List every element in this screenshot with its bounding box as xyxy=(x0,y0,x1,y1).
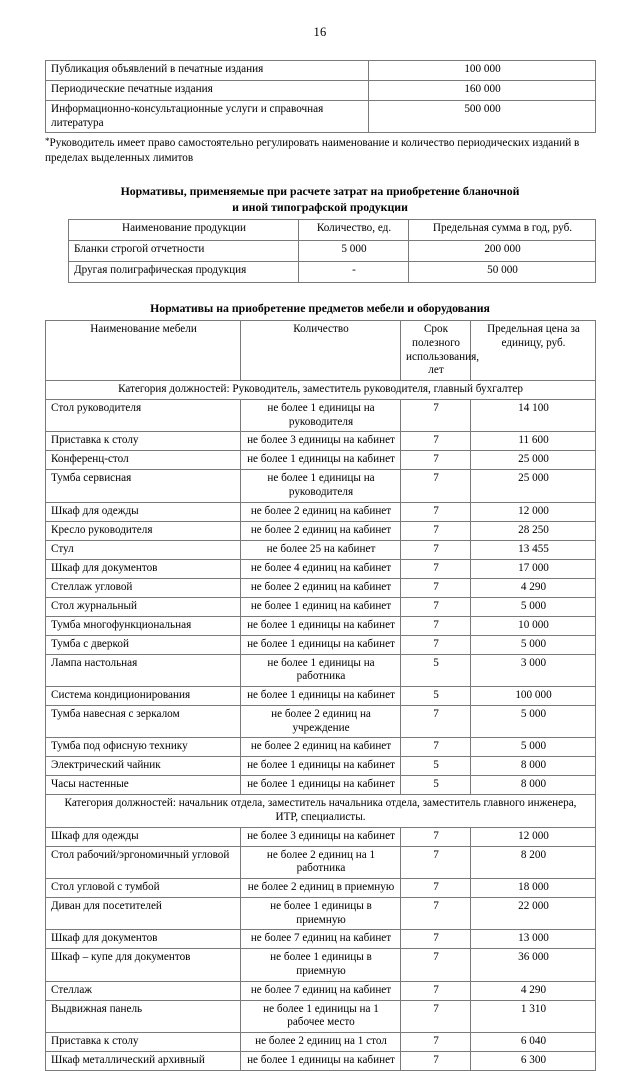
furniture-item-term: 7 xyxy=(401,502,471,521)
column-header: Предельная сумма в год, руб. xyxy=(409,220,596,241)
furniture-item-quantity: не более 2 единиц на 1 работника xyxy=(241,846,401,878)
furniture-table-body xyxy=(46,381,596,1071)
column-header: Срок полезного использования, лет xyxy=(401,321,471,381)
print-item-sum: 200 000 xyxy=(409,241,596,262)
furniture-item-quantity: не более 1 единицы на кабинет xyxy=(241,1051,401,1070)
furniture-item-term: 7 xyxy=(401,578,471,597)
footnote-marker: * xyxy=(45,136,50,147)
furniture-item-term: 7 xyxy=(401,930,471,949)
table-row xyxy=(46,578,596,597)
furniture-item-name: Шкаф для одежды xyxy=(46,827,241,846)
furniture-item-price: 4 290 xyxy=(471,578,596,597)
print-section-title-line1: Нормативы, применяемые при расчете затрат на приобретение бланочной xyxy=(120,184,520,199)
media-table-body xyxy=(46,61,596,133)
furniture-item-term: 7 xyxy=(401,521,471,540)
furniture-item-price: 13 000 xyxy=(471,930,596,949)
printing-table-body xyxy=(69,241,596,283)
table-header-row xyxy=(46,321,596,381)
furniture-item-quantity: не более 1 единицы на кабинет xyxy=(241,686,401,705)
furniture-item-price: 3 000 xyxy=(471,654,596,686)
table-row xyxy=(46,616,596,635)
furniture-item-price: 28 250 xyxy=(471,521,596,540)
column-header: Предельная цена за единицу, руб. xyxy=(471,321,596,381)
table-row xyxy=(46,981,596,1000)
print-item-quantity: - xyxy=(299,262,409,283)
media-item-value: 500 000 xyxy=(369,101,596,133)
furniture-item-quantity: не более 3 единицы на кабинет xyxy=(241,827,401,846)
furniture-item-name: Стол рабочий/эргономичный угловой xyxy=(46,846,241,878)
print-item-name: Другая полиграфическая продукция xyxy=(69,262,299,283)
table-row xyxy=(46,432,596,451)
furniture-item-quantity: не более 25 на кабинет xyxy=(241,540,401,559)
furniture-item-price: 12 000 xyxy=(471,827,596,846)
furniture-item-name: Тумба под офисную технику xyxy=(46,738,241,757)
furniture-item-price: 5 000 xyxy=(471,597,596,616)
table-row xyxy=(46,878,596,897)
media-item-name: Публикация объявлений в печатные издания xyxy=(46,61,369,81)
column-header: Количество, ед. xyxy=(299,220,409,241)
furniture-item-price: 6 040 xyxy=(471,1032,596,1051)
table-row xyxy=(46,1032,596,1051)
furniture-item-price: 8 000 xyxy=(471,776,596,795)
furniture-item-term: 7 xyxy=(401,597,471,616)
furniture-item-quantity: не более 2 единиц на кабинет xyxy=(241,578,401,597)
table-row xyxy=(46,846,596,878)
furniture-item-name: Тумба навесная с зеркалом xyxy=(46,705,241,737)
furniture-item-price: 6 300 xyxy=(471,1051,596,1070)
table-row xyxy=(46,827,596,846)
furniture-item-term: 7 xyxy=(401,451,471,470)
furniture-table-head xyxy=(46,321,596,381)
furniture-item-name: Шкаф для документов xyxy=(46,559,241,578)
furniture-item-name: Диван для посетителей xyxy=(46,897,241,929)
furniture-item-name: Приставка к столу xyxy=(46,1032,241,1051)
furniture-item-quantity: не более 1 единицы на кабинет xyxy=(241,757,401,776)
furniture-item-term: 7 xyxy=(401,470,471,502)
furniture-item-quantity: не более 1 единиц на кабинет xyxy=(241,597,401,616)
media-item-name: Информационно-консультационные услуги и справочная литература xyxy=(46,101,369,133)
furniture-item-quantity: не более 1 единицы в приемную xyxy=(241,897,401,929)
furniture-item-name: Тумба многофункциональная xyxy=(46,616,241,635)
furniture-item-price: 17 000 xyxy=(471,559,596,578)
furniture-item-term: 7 xyxy=(401,981,471,1000)
furniture-item-name: Система кондиционирования xyxy=(46,686,241,705)
printing-products-table xyxy=(68,219,596,283)
furniture-item-term: 5 xyxy=(401,776,471,795)
furniture-item-price: 100 000 xyxy=(471,686,596,705)
print-item-sum: 50 000 xyxy=(409,262,596,283)
furniture-item-price: 4 290 xyxy=(471,981,596,1000)
column-header: Количество xyxy=(241,321,401,381)
table-row xyxy=(46,521,596,540)
furniture-item-name: Тумба сервисная xyxy=(46,470,241,502)
furniture-item-term: 7 xyxy=(401,949,471,981)
furniture-item-term: 7 xyxy=(401,616,471,635)
furniture-item-name: Стол журнальный xyxy=(46,597,241,616)
printing-table-head xyxy=(69,220,596,241)
furniture-item-term: 7 xyxy=(401,738,471,757)
table-row xyxy=(46,686,596,705)
footnote xyxy=(45,136,598,165)
furniture-item-price: 18 000 xyxy=(471,878,596,897)
media-item-name: Периодические печатные издания xyxy=(46,81,369,101)
furniture-item-price: 5 000 xyxy=(471,705,596,737)
media-item-value: 100 000 xyxy=(369,61,596,81)
table-row xyxy=(46,738,596,757)
table-row xyxy=(46,540,596,559)
table-row xyxy=(46,400,596,432)
furniture-item-quantity: не более 3 единицы на кабинет xyxy=(241,432,401,451)
furniture-item-name: Приставка к столу xyxy=(46,432,241,451)
footnote-text: Руководитель имеет право самостоятельно регулировать наименование и количество периодических изданий в пределах выделенных лимитов xyxy=(45,137,580,164)
table-row xyxy=(46,654,596,686)
table-row xyxy=(69,241,596,262)
table-row xyxy=(46,470,596,502)
column-header: Наименование мебели xyxy=(46,321,241,381)
document-page xyxy=(0,25,640,1066)
furniture-item-quantity: не более 2 единиц на 1 стол xyxy=(241,1032,401,1051)
furniture-item-quantity: не более 1 единицы на кабинет xyxy=(241,635,401,654)
table-row xyxy=(46,559,596,578)
furniture-item-price: 36 000 xyxy=(471,949,596,981)
furniture-item-quantity: не более 7 единиц на кабинет xyxy=(241,930,401,949)
furniture-section-title: Нормативы на приобретение предметов мебели и оборудования xyxy=(150,301,490,316)
furniture-item-term: 7 xyxy=(401,400,471,432)
furniture-item-price: 25 000 xyxy=(471,451,596,470)
furniture-item-quantity: не более 1 единицы на кабинет xyxy=(241,776,401,795)
furniture-item-price: 11 600 xyxy=(471,432,596,451)
furniture-item-price: 13 455 xyxy=(471,540,596,559)
table-row xyxy=(46,897,596,929)
table-row xyxy=(46,635,596,654)
table-row xyxy=(46,101,596,133)
category-label-managers: Категория должностей: Руководитель, заместитель руководителя, главный бухгалтер xyxy=(46,381,596,400)
table-row xyxy=(46,81,596,101)
furniture-item-name: Шкаф металлический архивный xyxy=(46,1051,241,1070)
furniture-item-name: Тумба с дверкой xyxy=(46,635,241,654)
furniture-item-price: 14 100 xyxy=(471,400,596,432)
furniture-item-quantity: не более 4 единиц на кабинет xyxy=(241,559,401,578)
category-label-specialists: Категория должностей: начальник отдела, заместитель начальника отдела, заместитель главного инженера, ИТР, специалисты. xyxy=(46,795,596,827)
furniture-item-name: Стол угловой с тумбой xyxy=(46,878,241,897)
category-row xyxy=(46,381,596,400)
furniture-item-name: Стул xyxy=(46,540,241,559)
table-row xyxy=(46,502,596,521)
table-row xyxy=(46,705,596,737)
furniture-item-quantity: не более 2 единиц на кабинет xyxy=(241,502,401,521)
furniture-item-name: Стол руководителя xyxy=(46,400,241,432)
furniture-item-term: 7 xyxy=(401,878,471,897)
furniture-item-price: 5 000 xyxy=(471,635,596,654)
table-row xyxy=(46,1000,596,1032)
table-row xyxy=(46,61,596,81)
furniture-item-price: 8 000 xyxy=(471,757,596,776)
furniture-item-name: Шкаф для документов xyxy=(46,930,241,949)
furniture-item-price: 12 000 xyxy=(471,502,596,521)
furniture-item-name: Кресло руководителя xyxy=(46,521,241,540)
furniture-item-term: 5 xyxy=(401,686,471,705)
furniture-item-term: 7 xyxy=(401,705,471,737)
furniture-item-name: Электрический чайник xyxy=(46,757,241,776)
furniture-item-price: 1 310 xyxy=(471,1000,596,1032)
furniture-item-price: 10 000 xyxy=(471,616,596,635)
furniture-item-term: 5 xyxy=(401,654,471,686)
furniture-item-term: 7 xyxy=(401,1051,471,1070)
furniture-item-term: 7 xyxy=(401,827,471,846)
furniture-item-quantity: не более 1 единицы на 1 рабочее место xyxy=(241,1000,401,1032)
furniture-item-quantity: не более 1 единицы в приемную xyxy=(241,949,401,981)
media-expenses-table xyxy=(45,60,596,133)
furniture-item-quantity: не более 1 единицы на кабинет xyxy=(241,451,401,470)
furniture-item-price: 25 000 xyxy=(471,470,596,502)
furniture-item-name: Конференц-стол xyxy=(46,451,241,470)
table-row xyxy=(46,949,596,981)
page-number: 16 xyxy=(313,25,327,39)
table-row xyxy=(69,262,596,283)
print-item-quantity: 5 000 xyxy=(299,241,409,262)
furniture-item-quantity: не более 1 единицы на руководителя xyxy=(241,400,401,432)
column-header: Наименование продукции xyxy=(69,220,299,241)
furniture-item-term: 7 xyxy=(401,897,471,929)
table-row xyxy=(46,757,596,776)
table-row xyxy=(46,930,596,949)
furniture-item-quantity: не более 1 единицы на работника xyxy=(241,654,401,686)
furniture-item-name: Часы настенные xyxy=(46,776,241,795)
furniture-item-term: 7 xyxy=(401,1032,471,1051)
furniture-item-name: Шкаф для одежды xyxy=(46,502,241,521)
table-row xyxy=(46,451,596,470)
furniture-item-quantity: не более 7 единиц на кабинет xyxy=(241,981,401,1000)
furniture-item-quantity: не более 2 единиц на учреждение xyxy=(241,705,401,737)
furniture-item-term: 7 xyxy=(401,635,471,654)
table-header-row xyxy=(69,220,596,241)
furniture-item-term: 7 xyxy=(401,432,471,451)
furniture-item-term: 7 xyxy=(401,846,471,878)
furniture-item-name: Шкаф – купе для документов xyxy=(46,949,241,981)
furniture-item-name: Стеллаж угловой xyxy=(46,578,241,597)
furniture-item-name: Стеллаж xyxy=(46,981,241,1000)
media-item-value: 160 000 xyxy=(369,81,596,101)
furniture-equipment-table xyxy=(45,320,596,1070)
furniture-item-quantity: не более 2 единиц на кабинет xyxy=(241,521,401,540)
furniture-item-price: 8 200 xyxy=(471,846,596,878)
furniture-item-term: 7 xyxy=(401,559,471,578)
furniture-item-term: 5 xyxy=(401,757,471,776)
furniture-item-quantity: не более 1 единицы на кабинет xyxy=(241,616,401,635)
furniture-item-term: 7 xyxy=(401,1000,471,1032)
furniture-item-name: Выдвижная панель xyxy=(46,1000,241,1032)
furniture-item-quantity: не более 2 единиц в приемную xyxy=(241,878,401,897)
table-row xyxy=(46,776,596,795)
table-row xyxy=(46,1051,596,1070)
furniture-item-price: 5 000 xyxy=(471,738,596,757)
print-section-title xyxy=(0,184,640,215)
furniture-item-quantity: не более 1 единицы на руководителя xyxy=(241,470,401,502)
furniture-item-name: Лампа настольная xyxy=(46,654,241,686)
print-section-title-line2: и иной типографской продукции xyxy=(232,199,408,214)
furniture-item-term: 7 xyxy=(401,540,471,559)
furniture-item-price: 22 000 xyxy=(471,897,596,929)
print-item-name: Бланки строгой отчетности xyxy=(69,241,299,262)
category-row xyxy=(46,795,596,827)
furniture-item-quantity: не более 2 единиц на кабинет xyxy=(241,738,401,757)
table-row xyxy=(46,597,596,616)
